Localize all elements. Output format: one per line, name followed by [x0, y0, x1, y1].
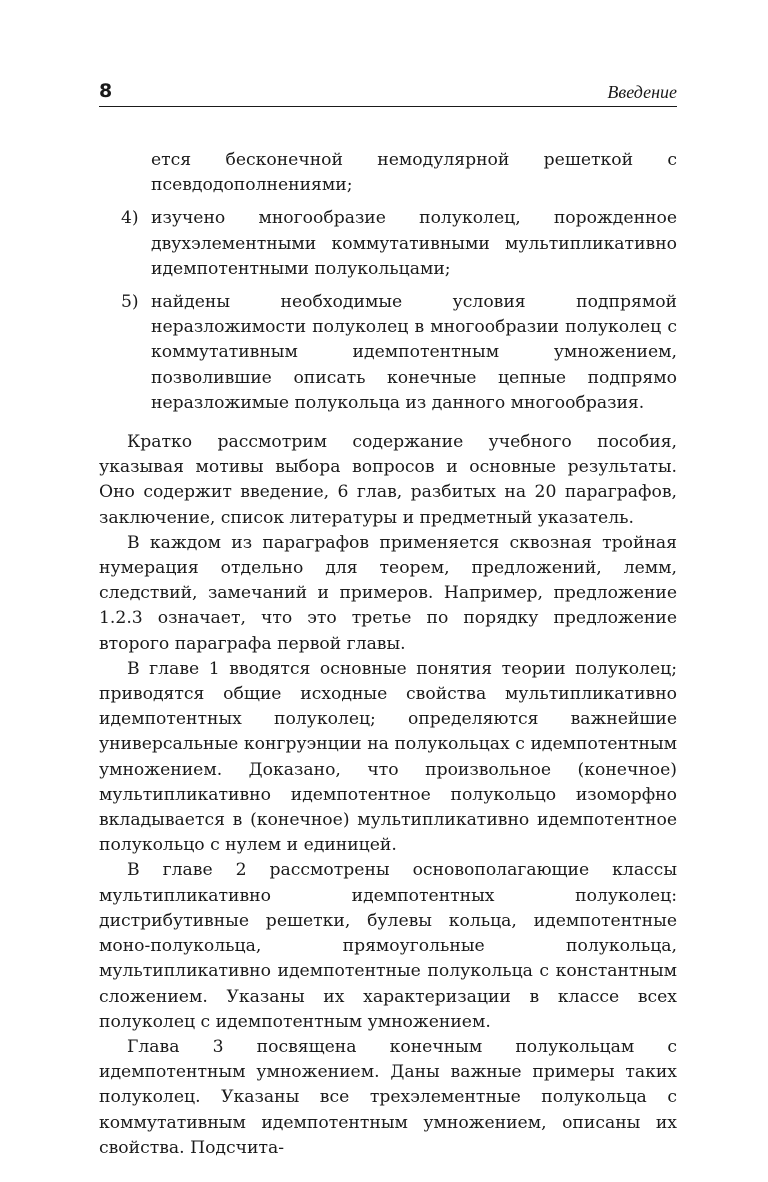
book-page	[99, 0, 677, 1182]
paragraph: В главе 2 рассмотрены основополагающие классы мультипликативно идемпотентных полуколец: дистрибутивные решетки, булевы кольца, идемпотентные моно-полукольца, прямоугольные полукольца, мультипликативно идемпотентные полукольца с константным сложением. Указаны их характеризации в классе всех полуколец с идемпотентным умножением.	[99, 860, 677, 1032]
paragraph: Глава 3 посвящена конечным полукольцам с идемпотентным умножением. Даны важные примеры таких полуколец. Указаны все трехэлементные полукольца с коммутативным идемпотентным умножением, описаны их свойства. Подсчита-	[99, 1036, 677, 1158]
paragraph: В главе 1 вводятся основные понятия теории полуколец; приводятся общие исходные свойства мультипликативно идемпотентных полуколец; определяются важнейшие универсальные конгруэнции на полукольцах с идемпотентным умножением. Доказано, что произвольное (конечное) мультипликативно идемпотентное полукольцо изоморфно вкладывается в (конечное) мультипликативно идемпотентное полукольцо с нулем и единицей.	[99, 658, 677, 856]
page-header	[99, 78, 677, 107]
paragraph: В каждом из параграфов применяется сквозная тройная нумерация отдельно для теорем, предложений, лемм, следствий, замечаний и примеров. Например, предложение 1.2.3 означает, что это третье по порядку предложение второго параграфа первой главы.	[99, 532, 677, 654]
list-item-text: найдены необходимые условия подпрямой неразложимости полуколец в многообразии полуколец с коммутативным идемпотентным умножением, позволившие описать конечные цепные подпрямо неразложимые полукольца из данного многообразия.	[151, 292, 677, 413]
running-head: Введение	[607, 82, 677, 102]
list-item-continuation: ется бесконечной немодулярной решеткой с псевдодополнениями;	[151, 150, 677, 196]
list-item-text: изучено многообразие полуколец, порожденное двухэлементными коммутативными мультипликативно идемпотентными полукольцами;	[151, 208, 677, 279]
list-item	[99, 290, 677, 416]
paragraph: Кратко рассмотрим содержание учебного пособия, указывая мотивы выбора вопросов и основные результаты. Оно содержит введение, 6 глав, разбитых на 20 параграфов, заключение, список литературы и предметный указатель.	[99, 432, 677, 528]
list-item-number: 5)	[121, 292, 139, 313]
list-item-number: 4)	[121, 208, 139, 229]
page-number: 8	[99, 80, 113, 102]
list-item	[99, 206, 677, 282]
body-text	[99, 148, 677, 1161]
